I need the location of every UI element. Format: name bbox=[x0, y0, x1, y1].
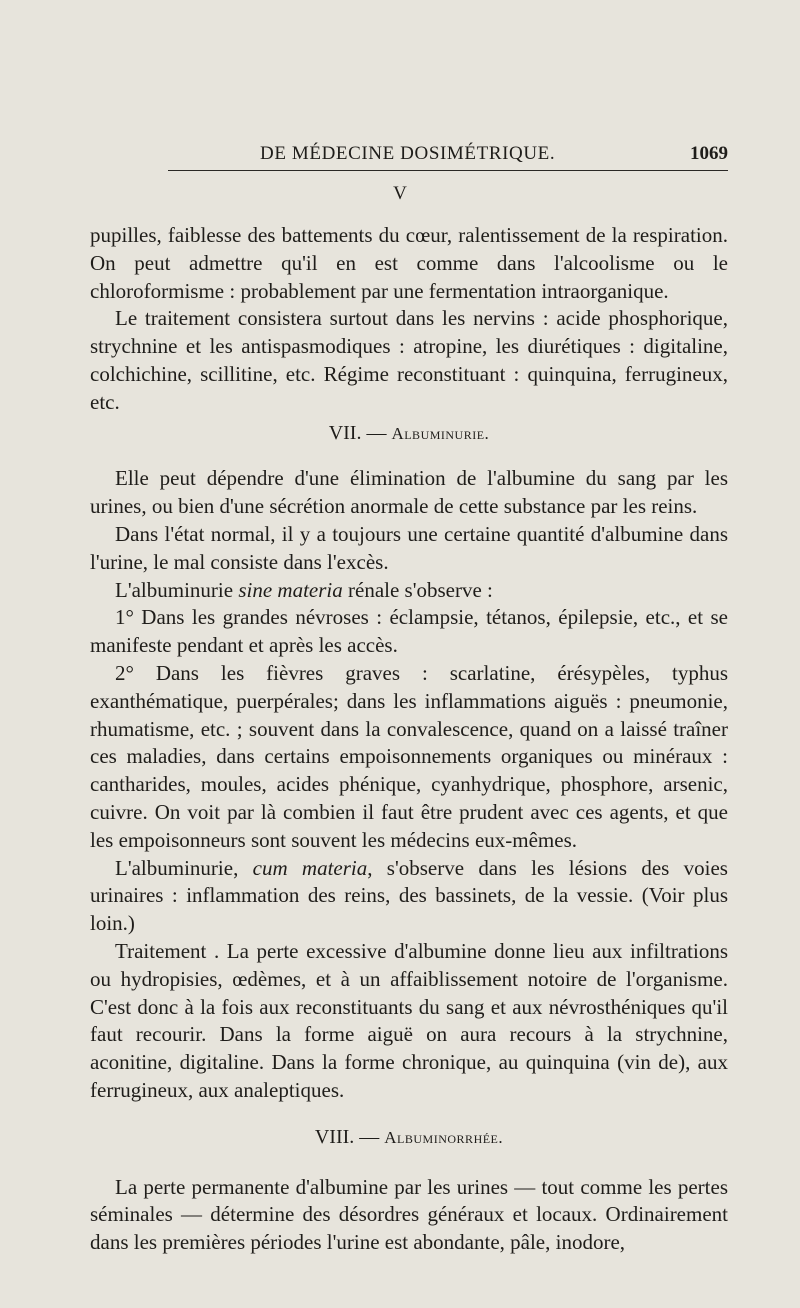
paragraph: Traitement . La perte excessive d'albumine donne lieu aux infiltrations ou hydropisies, œdèmes, et à un affaiblissement notoire de l'organisme. C'est donc à la fois aux reconstituants du sang et aux névrosthéniques qu'il faut recourir. Dans la forme aiguë on aura recours à la strychnine, aconitine, digitaline. Dans la forme chronique, au quinquina (vin de), aux ferrugineux, aux analeptiques. bbox=[90, 938, 728, 1102]
italic-term: sine materia bbox=[238, 577, 343, 602]
paragraph: La perte permanente d'albumine par les urines — tout comme les pertes séminales — détermine des désordres généraux et locaux. Ordinairement dans les premières périodes l'urine est abondante, pâle, inodore, bbox=[90, 1174, 728, 1255]
section-heading-albuminurie bbox=[90, 419, 728, 448]
paragraph: Elle peut dépendre d'une élimination de l'albumine du sang par les urines, ou bien d'une sécrétion anormale de cette substance par les reins. bbox=[90, 466, 728, 519]
paragraph bbox=[90, 855, 728, 938]
paragraph: 2° Dans les fièvres graves : scarlatine, érésypèles, typhus exanthématique, puerpérales; dans les inflammations aiguës : pneumonie, rhumatisme, etc. ; souvent dans la convalescence, quand on a laissé traîner ces maladies, dans certains empoisonnements organiques ou minéraux : cantharides, moules, acides phénique, cyanhydrique, phosphore, arsenic, cuivre. On voit par là combien il faut être prudent avec ces agents, et que les empoisonneurs sont souvent les médecins eux-mêmes. bbox=[90, 660, 728, 852]
paragraph: Le traitement consistera surtout dans les nervins : acide phosphorique, strychnine et les antispasmodiques : atropine, les diurétiques : digitaline, colchichine, scillitine, etc. Régime reconstituant : quinquina, ferrugineux, etc. bbox=[90, 306, 728, 414]
section-title: Albuminurie. bbox=[391, 423, 490, 443]
running-header bbox=[168, 140, 728, 171]
section-number: VIII. — bbox=[314, 1125, 385, 1148]
text-body bbox=[90, 222, 728, 1257]
signature-mark: V bbox=[393, 183, 407, 204]
text-run: , s'observe dans les lésions des voies urinaires : inflammation des reins, des bassinets, de la vessie. (Voir plus loin.) bbox=[90, 855, 728, 936]
text-run: L'albuminurie bbox=[115, 577, 239, 602]
text-run: L'albuminurie, bbox=[115, 855, 253, 880]
section-number: VII. — bbox=[328, 421, 392, 444]
text-run: rénale s'observe : bbox=[342, 577, 493, 602]
running-title: DE MÉDECINE DOSIMÉTRIQUE. bbox=[260, 143, 556, 164]
paragraph: pupilles, faiblesse des battements du cœur, ralentissement de la respiration. On peut admettre qu'il en est comme dans l'alcoolisme ou le chloroformisme : probablement par une fermentation intraorganique. bbox=[90, 223, 728, 303]
section-heading-albuminorrhee bbox=[90, 1123, 728, 1152]
paragraph: Dans l'état normal, il y a toujours une certaine quantité d'albumine dans l'urine, le mal consiste dans l'excès. bbox=[90, 521, 728, 574]
section-title: Albuminorrhée. bbox=[384, 1127, 504, 1147]
italic-term: cum materia bbox=[252, 855, 368, 880]
paragraph bbox=[90, 577, 728, 605]
paragraph: 1° Dans les grandes névroses : éclampsie, tétanos, épilepsie, etc., et se manifeste pendant et après les accès. bbox=[90, 605, 728, 658]
page-number: 1069 bbox=[690, 143, 728, 164]
